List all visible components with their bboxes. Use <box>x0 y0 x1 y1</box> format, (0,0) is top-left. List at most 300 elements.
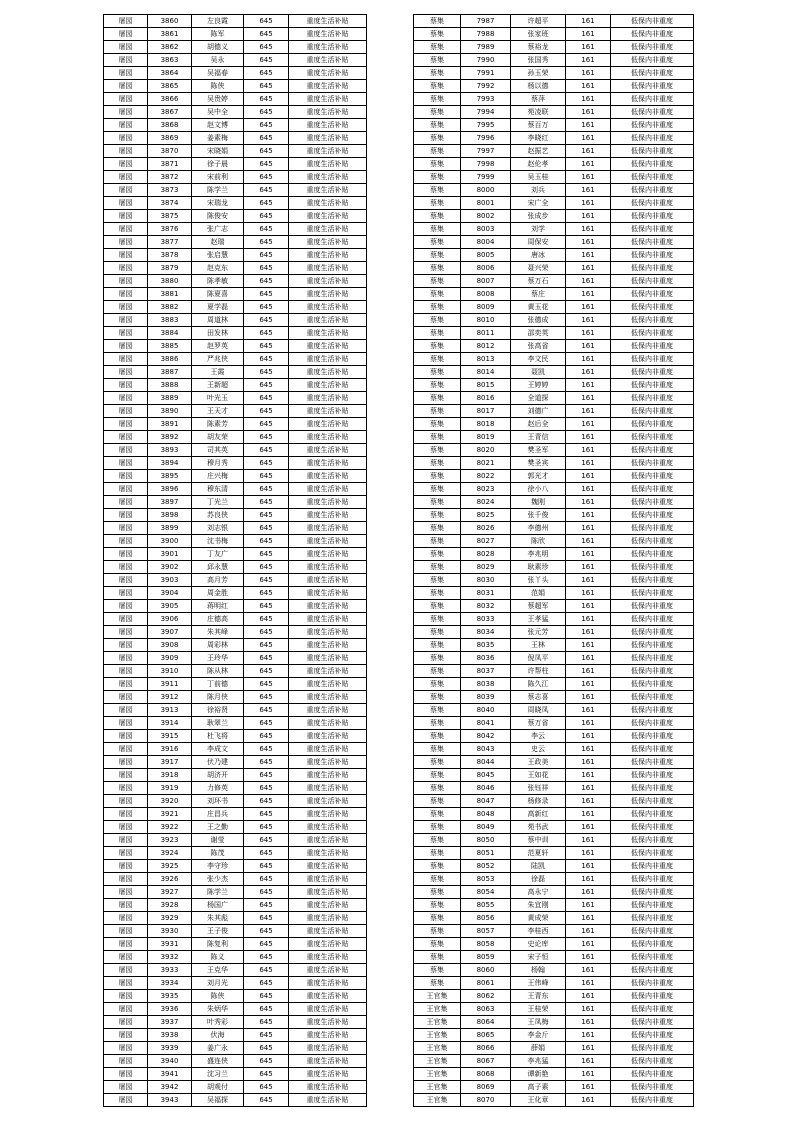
serial-number-cell: 3939 <box>148 1042 192 1055</box>
amount-cell: 645 <box>244 145 289 158</box>
township-cell: 蔡集 <box>414 743 461 756</box>
serial-number-cell: 3900 <box>148 535 192 548</box>
serial-number-cell: 8011 <box>461 327 511 340</box>
subsidy-type-cell: 重度生活补贴 <box>289 262 367 275</box>
township-cell: 屠园 <box>104 509 148 522</box>
subsidy-type-cell: 重度生活补贴 <box>289 509 367 522</box>
serial-number-cell: 3924 <box>148 847 192 860</box>
name-cell: 陈军 <box>192 28 244 41</box>
subsidy-type-cell: 低保内非重度 <box>611 535 694 548</box>
serial-number-cell: 3868 <box>148 119 192 132</box>
township-cell: 蔡集 <box>414 301 461 314</box>
serial-number-cell: 8027 <box>461 535 511 548</box>
name-cell: 王林 <box>511 639 566 652</box>
subsidy-type-cell: 重度生活补贴 <box>289 899 367 912</box>
serial-number-cell: 3910 <box>148 665 192 678</box>
table-row <box>414 405 694 418</box>
name-cell: 唐冰 <box>511 249 566 262</box>
amount-cell: 645 <box>244 886 289 899</box>
township-cell: 屠园 <box>104 886 148 899</box>
name-cell: 高月芳 <box>192 574 244 587</box>
township-cell: 屠园 <box>104 626 148 639</box>
serial-number-cell: 8001 <box>461 197 511 210</box>
subsidy-type-cell: 重度生活补贴 <box>289 93 367 106</box>
township-cell: 蔡集 <box>414 236 461 249</box>
amount-cell: 161 <box>566 54 611 67</box>
name-cell: 蔡中训 <box>511 834 566 847</box>
name-cell: 丁前德 <box>192 678 244 691</box>
subsidy-type-cell: 低保内非重度 <box>611 171 694 184</box>
name-cell: 力修英 <box>192 782 244 795</box>
table-row <box>414 873 694 886</box>
amount-cell: 161 <box>566 1055 611 1068</box>
table-row <box>414 717 694 730</box>
amount-cell: 161 <box>566 704 611 717</box>
township-cell: 屠园 <box>104 756 148 769</box>
amount-cell: 645 <box>244 67 289 80</box>
table-row <box>104 444 367 457</box>
name-cell: 沈习兰 <box>192 1068 244 1081</box>
subsidy-type-cell: 重度生活补贴 <box>289 184 367 197</box>
serial-number-cell: 3927 <box>148 886 192 899</box>
township-cell: 屠园 <box>104 717 148 730</box>
amount-cell: 161 <box>566 301 611 314</box>
amount-cell: 645 <box>244 756 289 769</box>
subsidy-type-cell: 低保内非重度 <box>611 1003 694 1016</box>
subsidy-type-cell: 重度生活补贴 <box>289 691 367 704</box>
amount-cell: 645 <box>244 1094 289 1107</box>
township-cell: 屠园 <box>104 15 148 28</box>
name-cell: 陈学兰 <box>192 886 244 899</box>
name-cell: 宋子恒 <box>511 951 566 964</box>
table-row <box>104 353 367 366</box>
amount-cell: 645 <box>244 730 289 743</box>
serial-number-cell: 7999 <box>461 171 511 184</box>
subsidy-type-cell: 低保内非重度 <box>611 951 694 964</box>
name-cell: 赵文博 <box>192 119 244 132</box>
amount-cell: 161 <box>566 93 611 106</box>
table-row <box>104 431 367 444</box>
amount-cell: 161 <box>566 899 611 912</box>
serial-number-cell: 3909 <box>148 652 192 665</box>
name-cell: 蔡超军 <box>511 600 566 613</box>
serial-number-cell: 3896 <box>148 483 192 496</box>
subsidy-type-cell: 低保内非重度 <box>611 262 694 275</box>
name-cell: 陈侠 <box>192 990 244 1003</box>
name-cell: 夏学磊 <box>192 301 244 314</box>
township-cell: 蔡集 <box>414 613 461 626</box>
township-cell: 屠园 <box>104 197 148 210</box>
name-cell: 张成步 <box>511 210 566 223</box>
township-cell: 蔡集 <box>414 691 461 704</box>
township-cell: 屠园 <box>104 41 148 54</box>
serial-number-cell: 8043 <box>461 743 511 756</box>
township-cell: 蔡集 <box>414 509 461 522</box>
serial-number-cell: 3943 <box>148 1094 192 1107</box>
township-cell: 屠园 <box>104 80 148 93</box>
amount-cell: 161 <box>566 808 611 821</box>
township-cell: 屠园 <box>104 106 148 119</box>
amount-cell: 161 <box>566 860 611 873</box>
table-row <box>414 275 694 288</box>
township-cell: 蔡集 <box>414 574 461 587</box>
serial-number-cell: 3878 <box>148 249 192 262</box>
amount-cell: 645 <box>244 1029 289 1042</box>
subsidy-type-cell: 重度生活补贴 <box>289 210 367 223</box>
table-row <box>104 951 367 964</box>
subsidy-type-cell: 重度生活补贴 <box>289 41 367 54</box>
serial-number-cell: 7988 <box>461 28 511 41</box>
township-cell: 屠园 <box>104 262 148 275</box>
subsidy-type-cell: 低保内非重度 <box>611 1068 694 1081</box>
amount-cell: 645 <box>244 483 289 496</box>
subsidy-type-cell: 低保内非重度 <box>611 717 694 730</box>
name-cell: 宋晓娟 <box>192 145 244 158</box>
amount-cell: 645 <box>244 444 289 457</box>
serial-number-cell: 3898 <box>148 509 192 522</box>
subsidy-type-cell: 低保内非重度 <box>611 249 694 262</box>
subsidy-type-cell: 重度生活补贴 <box>289 860 367 873</box>
serial-number-cell: 8009 <box>461 301 511 314</box>
table-row <box>104 366 367 379</box>
subsidy-type-cell: 低保内非重度 <box>611 509 694 522</box>
table-row <box>414 743 694 756</box>
amount-cell: 161 <box>566 327 611 340</box>
subsidy-type-cell: 低保内非重度 <box>611 132 694 145</box>
serial-number-cell: 3888 <box>148 379 192 392</box>
name-cell: 耿素珍 <box>511 561 566 574</box>
amount-cell: 161 <box>566 483 611 496</box>
township-cell: 屠园 <box>104 457 148 470</box>
table-row <box>104 704 367 717</box>
name-cell: 吴福春 <box>192 67 244 80</box>
amount-cell: 645 <box>244 54 289 67</box>
name-cell: 刘学 <box>511 223 566 236</box>
subsidy-type-cell: 低保内非重度 <box>611 886 694 899</box>
table-row <box>104 15 367 28</box>
amount-cell: 645 <box>244 678 289 691</box>
township-cell: 屠园 <box>104 496 148 509</box>
table-row <box>104 587 367 600</box>
subsidy-type-cell: 低保内非重度 <box>611 730 694 743</box>
serial-number-cell: 8031 <box>461 587 511 600</box>
subsidy-type-cell: 重度生活补贴 <box>289 808 367 821</box>
amount-cell: 645 <box>244 548 289 561</box>
township-cell: 屠园 <box>104 145 148 158</box>
township-cell: 蔡集 <box>414 288 461 301</box>
subsidy-type-cell: 重度生活补贴 <box>289 353 367 366</box>
subsidy-type-cell: 低保内非重度 <box>611 41 694 54</box>
table-row <box>104 1042 367 1055</box>
township-cell: 屠园 <box>104 1042 148 1055</box>
amount-cell: 161 <box>566 288 611 301</box>
subsidy-type-cell: 低保内非重度 <box>611 392 694 405</box>
amount-cell: 161 <box>566 236 611 249</box>
township-cell: 屠园 <box>104 873 148 886</box>
subsidy-type-cell: 低保内非重度 <box>611 808 694 821</box>
serial-number-cell: 8028 <box>461 548 511 561</box>
subsidy-type-cell: 重度生活补贴 <box>289 821 367 834</box>
serial-number-cell: 3934 <box>148 977 192 990</box>
township-cell: 屠园 <box>104 600 148 613</box>
serial-number-cell: 3899 <box>148 522 192 535</box>
amount-cell: 161 <box>566 67 611 80</box>
subsidy-type-cell: 重度生活补贴 <box>289 678 367 691</box>
township-cell: 屠园 <box>104 210 148 223</box>
township-cell: 屠园 <box>104 730 148 743</box>
subsidy-type-cell: 重度生活补贴 <box>289 912 367 925</box>
amount-cell: 161 <box>566 639 611 652</box>
amount-cell: 161 <box>566 691 611 704</box>
amount-cell: 645 <box>244 769 289 782</box>
table-row <box>414 509 694 522</box>
amount-cell: 645 <box>244 1055 289 1068</box>
township-cell: 屠园 <box>104 483 148 496</box>
serial-number-cell: 7998 <box>461 158 511 171</box>
amount-cell: 645 <box>244 860 289 873</box>
amount-cell: 645 <box>244 197 289 210</box>
township-cell: 蔡集 <box>414 41 461 54</box>
amount-cell: 161 <box>566 379 611 392</box>
subsidy-type-cell: 重度生活补贴 <box>289 470 367 483</box>
amount-cell: 161 <box>566 249 611 262</box>
table-row <box>104 197 367 210</box>
serial-number-cell: 8058 <box>461 938 511 951</box>
subsidy-type-cell: 重度生活补贴 <box>289 418 367 431</box>
table-row <box>104 600 367 613</box>
serial-number-cell: 3919 <box>148 782 192 795</box>
left-table-body <box>104 15 367 1107</box>
township-cell: 屠园 <box>104 678 148 691</box>
serial-number-cell: 8021 <box>461 457 511 470</box>
township-cell: 蔡集 <box>414 756 461 769</box>
serial-number-cell: 8059 <box>461 951 511 964</box>
amount-cell: 161 <box>566 769 611 782</box>
amount-cell: 161 <box>566 795 611 808</box>
amount-cell: 161 <box>566 314 611 327</box>
table-row <box>104 613 367 626</box>
name-cell: 李文民 <box>511 353 566 366</box>
amount-cell: 161 <box>566 119 611 132</box>
amount-cell: 645 <box>244 691 289 704</box>
subsidy-type-cell: 低保内非重度 <box>611 119 694 132</box>
subsidy-type-cell: 重度生活补贴 <box>289 405 367 418</box>
serial-number-cell: 8013 <box>461 353 511 366</box>
table-row <box>414 964 694 977</box>
amount-cell: 645 <box>244 561 289 574</box>
subsidy-type-cell: 低保内非重度 <box>611 977 694 990</box>
table-row <box>414 132 694 145</box>
township-cell: 屠园 <box>104 470 148 483</box>
amount-cell: 645 <box>244 431 289 444</box>
subsidy-type-cell: 低保内非重度 <box>611 1094 694 1107</box>
table-row <box>104 522 367 535</box>
serial-number-cell: 8003 <box>461 223 511 236</box>
name-cell: 丁友广 <box>192 548 244 561</box>
amount-cell: 161 <box>566 587 611 600</box>
right-table <box>413 14 694 1107</box>
township-cell: 屠园 <box>104 1055 148 1068</box>
table-row <box>104 418 367 431</box>
table-row <box>104 626 367 639</box>
table-row <box>414 925 694 938</box>
amount-cell: 645 <box>244 951 289 964</box>
serial-number-cell: 3901 <box>148 548 192 561</box>
township-cell: 屠园 <box>104 379 148 392</box>
table-row <box>414 639 694 652</box>
serial-number-cell: 8062 <box>461 990 511 1003</box>
subsidy-type-cell: 低保内非重度 <box>611 67 694 80</box>
name-cell: 朱宜刚 <box>511 899 566 912</box>
table-row <box>104 925 367 938</box>
subsidy-type-cell: 重度生活补贴 <box>289 431 367 444</box>
subsidy-type-cell: 低保内非重度 <box>611 613 694 626</box>
table-row <box>104 28 367 41</box>
amount-cell: 161 <box>566 678 611 691</box>
amount-cell: 645 <box>244 899 289 912</box>
subsidy-type-cell: 重度生活补贴 <box>289 730 367 743</box>
table-row <box>104 795 367 808</box>
township-cell: 蔡集 <box>414 223 461 236</box>
amount-cell: 161 <box>566 275 611 288</box>
subsidy-type-cell: 重度生活补贴 <box>289 1068 367 1081</box>
subsidy-type-cell: 重度生活补贴 <box>289 288 367 301</box>
township-cell: 蔡集 <box>414 145 461 158</box>
table-row <box>104 678 367 691</box>
serial-number-cell: 3874 <box>148 197 192 210</box>
subsidy-type-cell: 重度生活补贴 <box>289 379 367 392</box>
subsidy-type-cell: 重度生活补贴 <box>289 106 367 119</box>
serial-number-cell: 3862 <box>148 41 192 54</box>
serial-number-cell: 8006 <box>461 262 511 275</box>
serial-number-cell: 3902 <box>148 561 192 574</box>
subsidy-type-cell: 低保内非重度 <box>611 1016 694 1029</box>
name-cell: 周保安 <box>511 236 566 249</box>
name-cell: 陈从林 <box>192 665 244 678</box>
township-cell: 屠园 <box>104 28 148 41</box>
name-cell: 全道探 <box>511 392 566 405</box>
name-cell: 李成文 <box>192 743 244 756</box>
serial-number-cell: 3928 <box>148 899 192 912</box>
subsidy-type-cell: 低保内非重度 <box>611 665 694 678</box>
serial-number-cell: 3937 <box>148 1016 192 1029</box>
serial-number-cell: 3895 <box>148 470 192 483</box>
amount-cell: 645 <box>244 41 289 54</box>
amount-cell: 161 <box>566 821 611 834</box>
subsidy-type-cell: 低保内非重度 <box>611 964 694 977</box>
amount-cell: 161 <box>566 1081 611 1094</box>
serial-number-cell: 3914 <box>148 717 192 730</box>
township-cell: 屠园 <box>104 522 148 535</box>
table-row <box>104 158 367 171</box>
township-cell: 屠园 <box>104 249 148 262</box>
township-cell: 屠园 <box>104 977 148 990</box>
table-row <box>104 912 367 925</box>
name-cell: 丁光兰 <box>192 496 244 509</box>
table-row <box>414 886 694 899</box>
name-cell: 陈义 <box>192 951 244 964</box>
name-cell: 张千俊 <box>511 509 566 522</box>
table-row <box>414 561 694 574</box>
subsidy-type-cell: 低保内非重度 <box>611 470 694 483</box>
table-row <box>414 769 694 782</box>
table-row <box>414 210 694 223</box>
serial-number-cell: 8037 <box>461 665 511 678</box>
subsidy-type-cell: 重度生活补贴 <box>289 652 367 665</box>
subsidy-type-cell: 低保内非重度 <box>611 561 694 574</box>
subsidy-type-cell: 低保内非重度 <box>611 1029 694 1042</box>
subsidy-type-cell: 重度生活补贴 <box>289 132 367 145</box>
name-cell: 王桂荣 <box>511 1003 566 1016</box>
township-cell: 蔡集 <box>414 899 461 912</box>
name-cell: 赵振艺 <box>511 145 566 158</box>
table-row <box>104 301 367 314</box>
table-row <box>104 93 367 106</box>
table-row <box>104 210 367 223</box>
amount-cell: 161 <box>566 210 611 223</box>
name-cell: 盛连侠 <box>192 1055 244 1068</box>
name-cell: 王青信 <box>511 431 566 444</box>
table-row <box>104 782 367 795</box>
township-cell: 蔡集 <box>414 184 461 197</box>
table-row <box>104 821 367 834</box>
township-cell: 蔡集 <box>414 106 461 119</box>
subsidy-type-cell: 重度生活补贴 <box>289 301 367 314</box>
table-row <box>414 1042 694 1055</box>
serial-number-cell: 8004 <box>461 236 511 249</box>
township-cell: 蔡集 <box>414 275 461 288</box>
subsidy-type-cell: 低保内非重度 <box>611 483 694 496</box>
table-row <box>414 444 694 457</box>
amount-cell: 645 <box>244 535 289 548</box>
amount-cell: 161 <box>566 184 611 197</box>
table-row <box>414 28 694 41</box>
subsidy-type-cell: 重度生活补贴 <box>289 795 367 808</box>
table-row <box>414 431 694 444</box>
table-row <box>414 41 694 54</box>
table-row <box>104 41 367 54</box>
serial-number-cell: 3876 <box>148 223 192 236</box>
subsidy-type-cell: 重度生活补贴 <box>289 964 367 977</box>
table-row <box>414 834 694 847</box>
township-cell: 蔡集 <box>414 769 461 782</box>
subsidy-type-cell: 低保内非重度 <box>611 54 694 67</box>
serial-number-cell: 3917 <box>148 756 192 769</box>
subsidy-type-cell: 低保内非重度 <box>611 522 694 535</box>
subsidy-type-cell: 重度生活补贴 <box>289 1081 367 1094</box>
name-cell: 陈茂 <box>192 847 244 860</box>
subsidy-type-cell: 低保内非重度 <box>611 444 694 457</box>
table-row <box>104 808 367 821</box>
serial-number-cell: 8029 <box>461 561 511 574</box>
amount-cell: 161 <box>566 15 611 28</box>
name-cell: 吴福探 <box>192 1094 244 1107</box>
serial-number-cell: 3941 <box>148 1068 192 1081</box>
township-cell: 屠园 <box>104 288 148 301</box>
name-cell: 史论库 <box>511 938 566 951</box>
subsidy-type-cell: 重度生活补贴 <box>289 873 367 886</box>
name-cell: 张广志 <box>192 223 244 236</box>
amount-cell: 645 <box>244 717 289 730</box>
serial-number-cell: 3870 <box>148 145 192 158</box>
township-cell: 蔡集 <box>414 314 461 327</box>
table-row <box>414 418 694 431</box>
name-cell: 苏良侠 <box>192 509 244 522</box>
name-cell: 黄玉花 <box>511 301 566 314</box>
serial-number-cell: 8007 <box>461 275 511 288</box>
serial-number-cell: 8056 <box>461 912 511 925</box>
subsidy-type-cell: 低保内非重度 <box>611 1042 694 1055</box>
